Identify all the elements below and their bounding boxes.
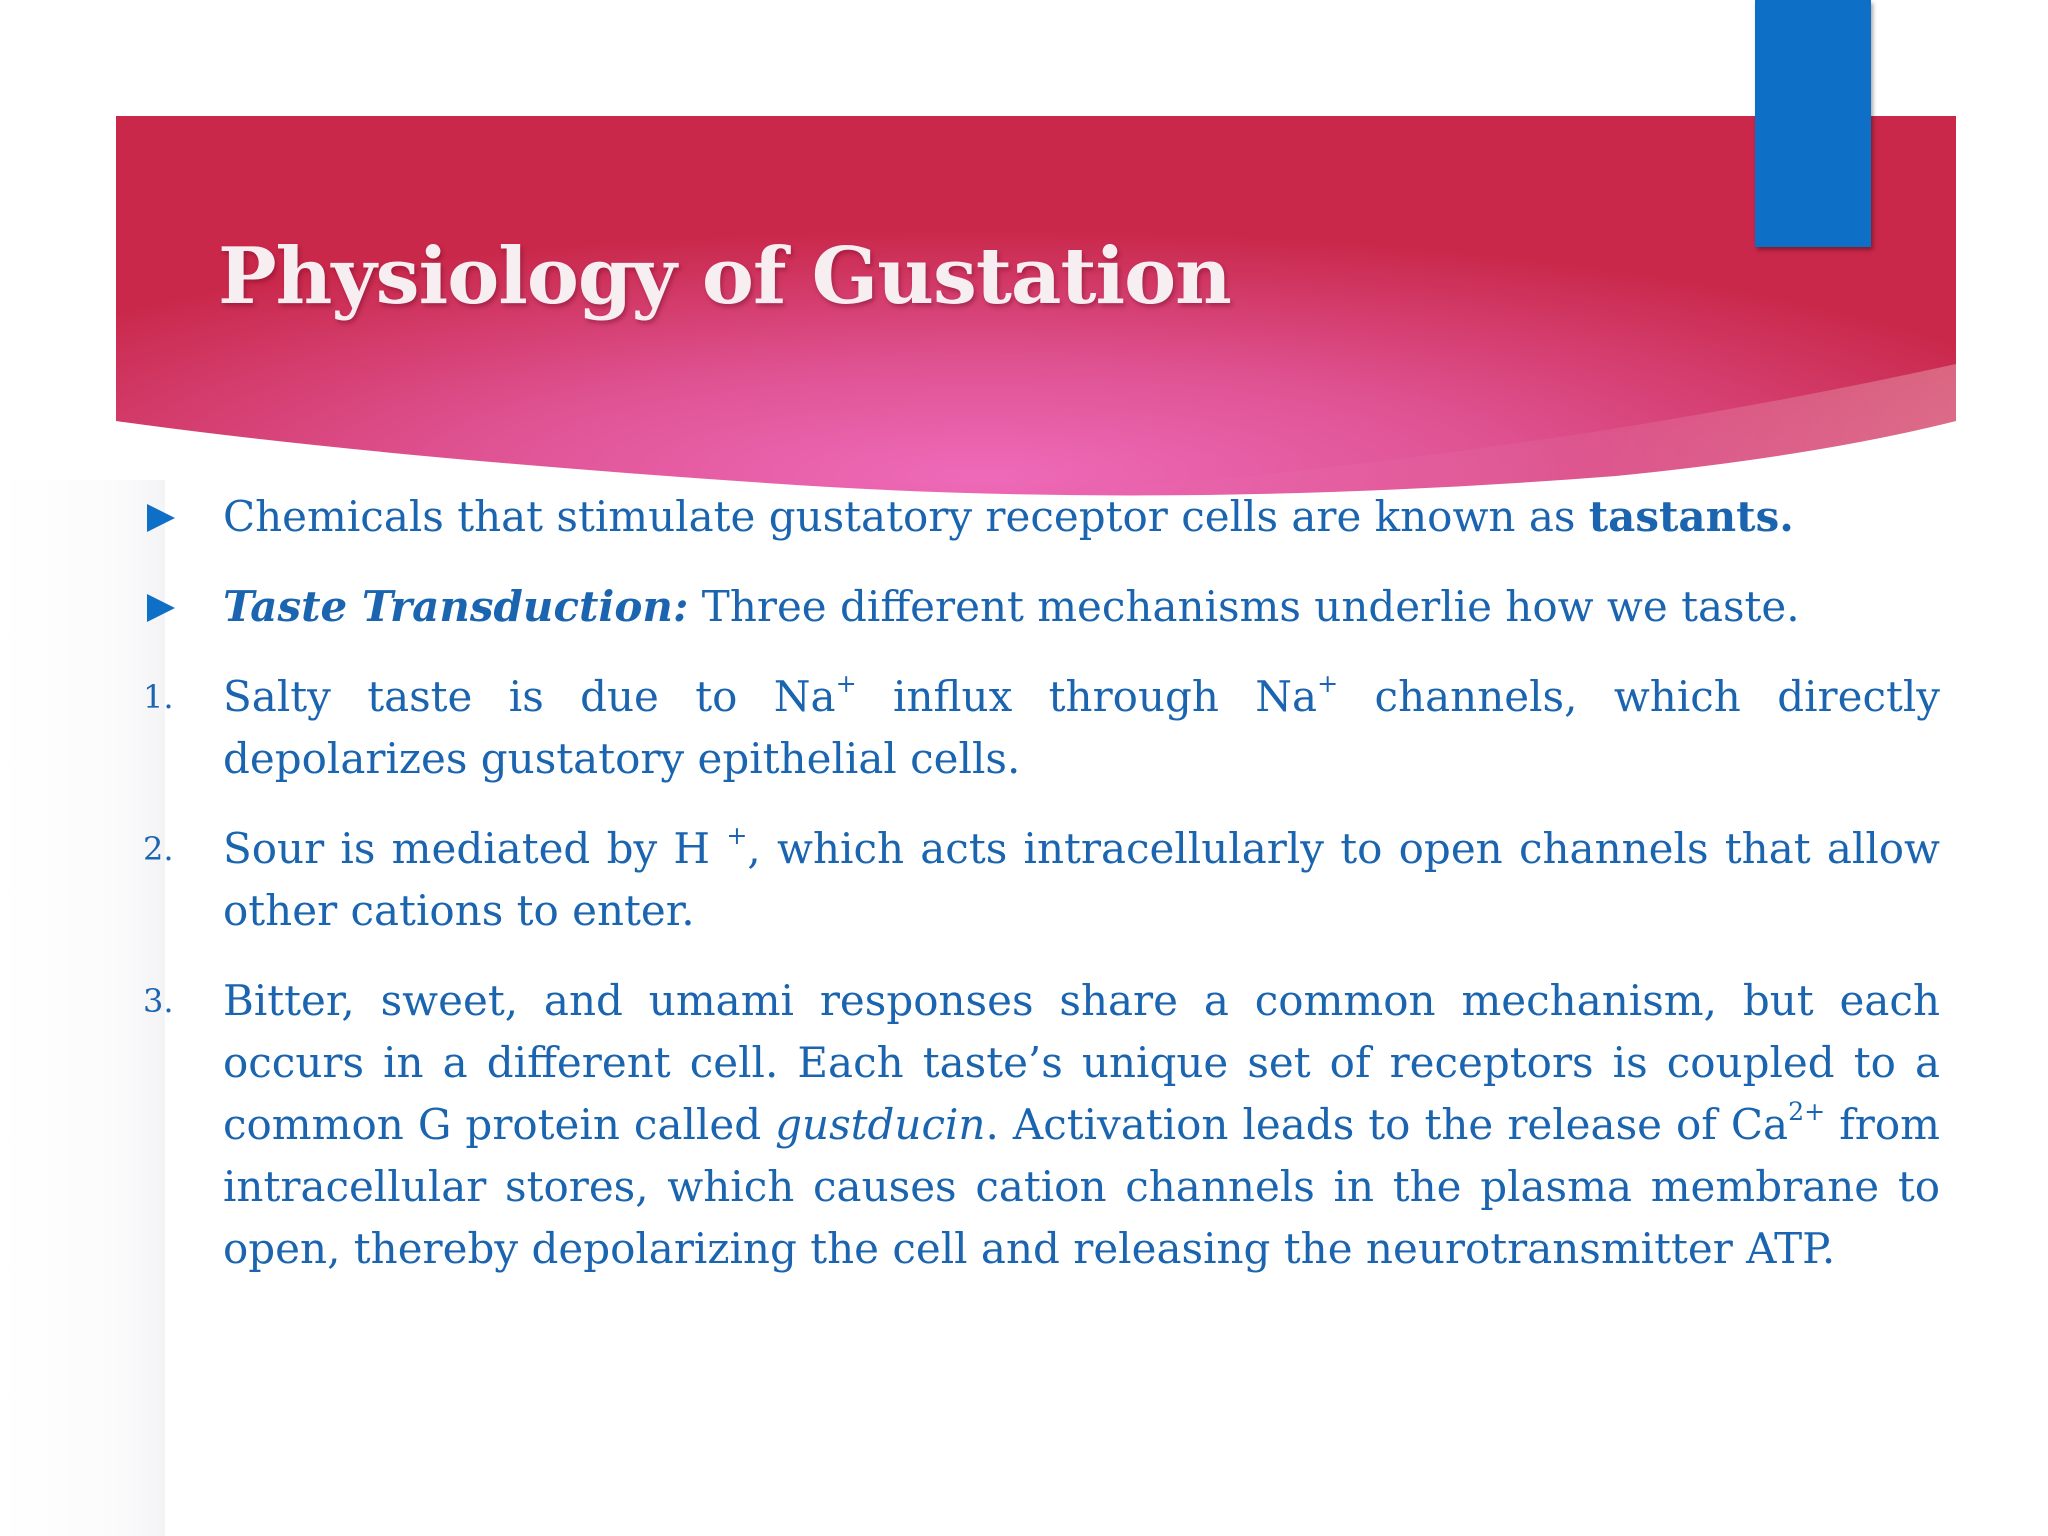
superscript: + xyxy=(835,669,857,699)
item-text: Sour is mediated by H xyxy=(223,824,727,873)
bullet-text: Chemicals that stimulate gustatory receptor cells are known as xyxy=(223,492,1589,541)
accent-tab xyxy=(1755,0,1871,247)
italic-term: gustducin xyxy=(775,1100,986,1149)
superscript: 2+ xyxy=(1788,1097,1826,1127)
list-number: 1. xyxy=(143,678,174,716)
item-text: Bitter, sweet, and umami responses share a common mechanism, but each occurs in a different cell. Each taste’s unique set of receptors is coupled to a common G protein called xyxy=(223,976,1940,1149)
triangle-bullet-icon xyxy=(147,504,175,532)
superscript: + xyxy=(1317,669,1339,699)
numbered-item xyxy=(135,666,1940,790)
bullet-item xyxy=(135,576,1940,638)
slide-content xyxy=(135,486,1940,1308)
numbered-item xyxy=(135,970,1940,1280)
triangle-bullet-icon xyxy=(147,594,175,622)
bullet-bold-term: tastants. xyxy=(1588,492,1794,541)
list-number: 3. xyxy=(143,982,174,1020)
page-title: Physiology of Gustation xyxy=(218,231,1231,322)
item-text: from intracellular stores, which causes cation channels in the plasma membrane to open, thereby depolarizing the cell and releasing the neurotransmitter ATP. xyxy=(223,1100,1940,1273)
bullet-text: Three different mechanisms underlie how we taste. xyxy=(688,582,1800,631)
item-text: Salty taste is due to Na xyxy=(223,672,836,721)
bullet-item xyxy=(135,486,1940,548)
item-text: channels, which directly depolarizes gustatory epithelial cells. xyxy=(223,672,1941,783)
item-text: influx through Na xyxy=(856,672,1318,721)
bullet-heading: Taste Transduction: xyxy=(223,582,689,631)
superscript: + xyxy=(726,821,748,851)
item-text: , which acts intracellularly to open channels that allow other cations to enter. xyxy=(223,824,1941,935)
list-number: 2. xyxy=(143,830,174,868)
item-text: . Activation leads to the release of Ca xyxy=(985,1100,1789,1149)
numbered-item xyxy=(135,818,1940,942)
